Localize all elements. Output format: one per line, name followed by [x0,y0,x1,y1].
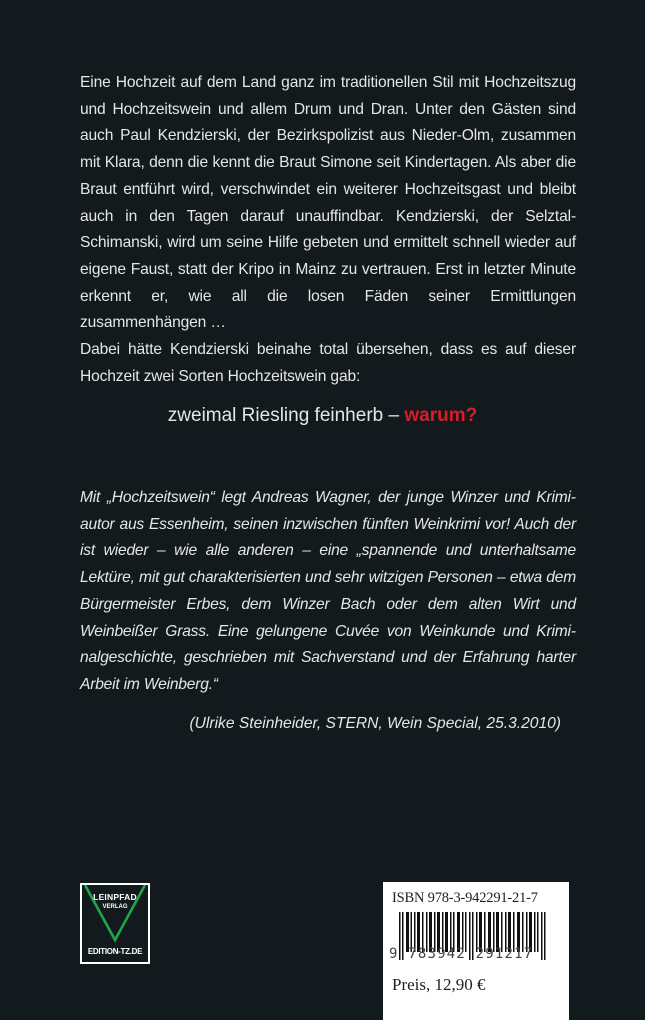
review-quote [80,485,576,699]
blurb-paragraph-2: Dabei hätte Kendzierski beinahe total übersehen, dass es auf dieser Hochzeit zwei Sorten Hochzeitswein gab: [80,341,576,385]
tagline-accent: warum? [404,405,478,426]
logo-line-3: EDITION-TZ.DE [87,947,143,956]
tagline-text: zweimal Riesling feinherb – [167,405,405,426]
price-text: Preis, 12,90 € [392,975,486,994]
isbn-text: ISBN 978-3-942291-21-7 [392,890,538,906]
barcode-label [383,882,569,1020]
barcode-digits: 9 783942 291217 [389,946,534,962]
book-blurb [80,70,576,390]
review-attribution: (Ulrike Steinheider, STERN, Wein Special, 25.3.2010) [189,715,561,732]
logo-line-2: VERLAG [102,904,128,910]
publisher-logo [80,883,150,964]
review-text: Mit „Hochzeitswein“ legt Andreas Wagner, der junge Winzer und Krimiautor aus Essenheim, seinen inzwischen fünften Weinkrimi vor! Auch der ist wieder – wie alle anderen – eine „spannende und unterhaltsame Lektüre, mit gut charakterisierten und sehr witzigen Personen – etwa dem Bürgermeister Erbes, dem Winzer Bach oder dem alten Wirt und Weinbeißer Grass. Eine gelungene Cuvée von Weinkunde und Kriminalgeschichte, geschrieben mit Sachverstand und der Erfahrung harter Arbeit im Weinberg.“ [80,489,576,693]
tagline [0,404,645,428]
blurb-paragraph-1: Eine Hochzeit auf dem Land ganz im traditionellen Stil mit Hochzeitszug und Hochzeitswein und allem Drum und Dran. Unter den Gästen sind auch Paul Kendzierski, der Bezirkspolizist aus Nieder-Olm, zusammen mit Klara, denn die kennt die Braut Simone seit Kindertagen. Als aber die Braut entführt wird, verschwindet ein weiterer Hochzeitsgast und bleibt auch in den Tagen darauf unauffindbar. Kendzierski, der Selztal-Schimanski, wird um seine Hilfe gebeten und ermittelt schnell wieder auf eigene Faust, statt der Kripo in Mainz zu vertrauen. Erst in letzter Minute erkennt er, wie all die losen Fäden seiner Ermittlungen zusammenhängen … [80,74,576,332]
logo-line-1: LEINPFAD [93,892,137,902]
